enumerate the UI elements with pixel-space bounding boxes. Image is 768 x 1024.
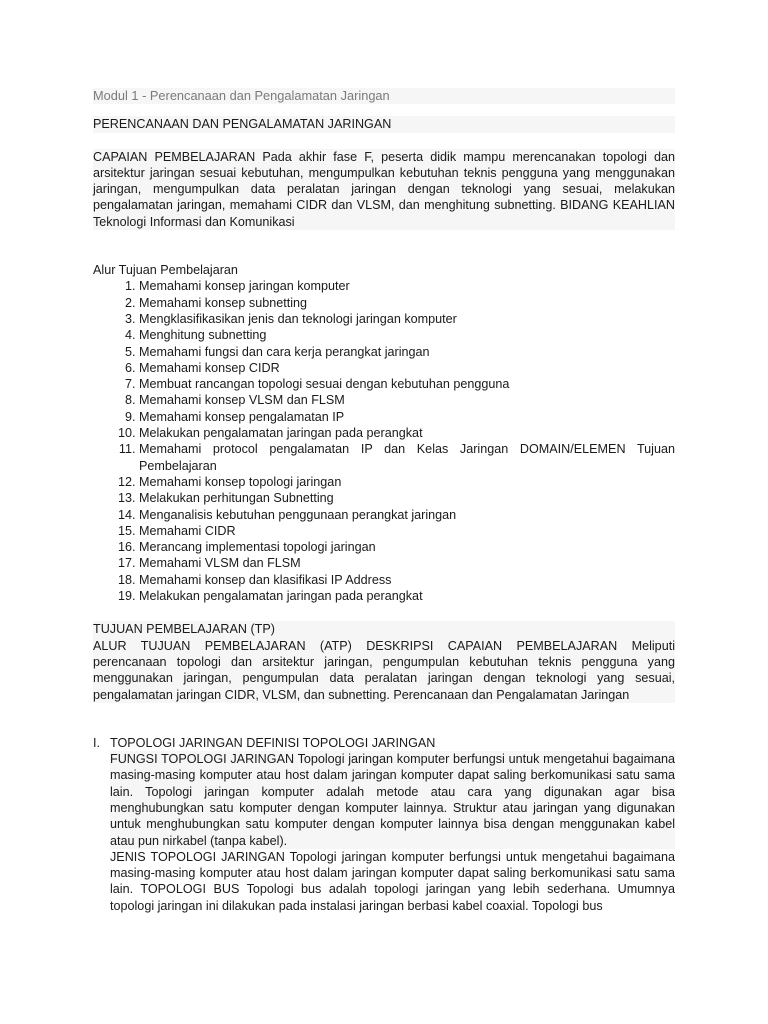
document-header: Modul 1 - Perencanaan dan Pengalamatan Jaringan	[93, 88, 675, 104]
atp-item: 12. Memahami konsep topologi jaringan	[139, 474, 675, 490]
atp-item: 14. Menganalisis kebutuhan penggunaan perangkat jaringan	[139, 507, 675, 523]
atp-item: 18. Memahami konsep dan klasifikasi IP Address	[139, 572, 675, 588]
atp-item: 8. Memahami konsep VLSM dan FLSM	[139, 392, 675, 408]
atp-item: 11. Memahami protocol pengalamatan IP dan Kelas Jaringan DOMAIN/ELEMEN Tujuan Pembelajaran	[139, 441, 675, 474]
atp-item: 5. Memahami fungsi dan cara kerja perangkat jaringan	[139, 344, 675, 360]
atp-item: 9. Memahami konsep pengalamatan IP	[139, 409, 675, 425]
section-heading: TOPOLOGI JARINGAN DEFINISI TOPOLOGI JARINGAN	[110, 735, 436, 750]
atp-item: 15. Memahami CIDR	[139, 523, 675, 539]
atp-item: 19. Melakukan pengalamatan jaringan pada perangkat	[139, 588, 675, 604]
atp-item: 17. Memahami VLSM dan FLSM	[139, 555, 675, 571]
section-paragraph-fungsi: FUNGSI TOPOLOGI JARINGAN Topologi jaringan komputer berfungsi untuk mengetahui bagaimana masing-masing komputer atau host dalam jaringan komputer dapat saling berkomunikasi satu sama lain. Topologi jaringan komputer adalah metode atau cara yang digunakan agar bisa menghubungkan satu komputer dengan komputer lainnya. Struktur atau jaringan yang digunakan untuk menghubungkan satu komputer dengan komputer lainnya bisa dengan menggunakan kabel atau pun nirkabel (tanpa kabel).	[110, 752, 675, 848]
tp-section	[93, 621, 675, 702]
tp-heading: TUJUAN PEMBELAJARAN (TP)	[93, 622, 275, 637]
atp-section	[93, 262, 675, 604]
atp-item: 4. Menghitung subnetting	[139, 327, 675, 343]
tp-paragraph: ALUR TUJUAN PEMBELAJARAN (ATP) DESKRIPSI CAPAIAN PEMBELAJARAN Meliputi perencanaan topologi dan arsitektur jaringan, pengumpulan kebutuhan teknis pengguna yang menggunakan jaringan, pengumpulan data peralatan jaringan dengan teknologi yang sesuai, pengalamatan jaringan CIDR, VLSM, dan subnetting. Perencanaan dan Pengalamatan Jaringan	[93, 638, 675, 702]
atp-item: 1. Memahami konsep jaringan komputer	[139, 278, 675, 294]
capaian-paragraph: CAPAIAN PEMBELAJARAN Pada akhir fase F, peserta didik mampu merencanakan topologi dan arsitektur jaringan sesuai kebutuhan, mengumpulkan kebutuhan teknis pengguna yang menggunakan jaringan, mengumpulkan data peralatan jaringan dengan teknologi yang sesuai, melakukan pengalamatan jaringan, memahami CIDR dan VLSM, dan menghitung subnetting. BIDANG KEAHLIAN Teknologi Informasi dan Komunikasi	[93, 149, 675, 229]
document-body	[93, 88, 675, 914]
atp-heading: Alur Tujuan Pembelajaran	[93, 263, 238, 278]
atp-item: 6. Memahami konsep CIDR	[139, 360, 675, 376]
atp-item: 10. Melakukan pengalamatan jaringan pada perangkat	[139, 425, 675, 441]
atp-item: 16. Merancang implementasi topologi jaringan	[139, 539, 675, 555]
atp-item: 13. Melakukan perhitungan Subnetting	[139, 490, 675, 506]
section-number: I.	[93, 735, 100, 750]
atp-item: 3. Mengklasifikasikan jenis dan teknologi jaringan komputer	[139, 311, 675, 327]
atp-list	[93, 278, 675, 604]
section-topologi	[93, 735, 675, 914]
atp-item: 7. Membuat rancangan topologi sesuai dengan kebutuhan pengguna	[139, 376, 675, 392]
section-paragraph-jenis: JENIS TOPOLOGI JARINGAN Topologi jaringan komputer berfungsi untuk mengetahui bagaimana masing-masing komputer atau host dalam jaringan komputer dapat saling berkomunikasi satu sama lain. TOPOLOGI BUS Topologi bus adalah topologi jaringan yang lebih sederhana. Umumnya topologi jaringan ini dilakukan pada instalasi jaringan berbasi kabel coaxial. Topologi bus	[110, 849, 675, 913]
document-title: PERENCANAAN DAN PENGALAMATAN JARINGAN	[93, 116, 675, 132]
atp-item: 2. Memahami konsep subnetting	[139, 295, 675, 311]
